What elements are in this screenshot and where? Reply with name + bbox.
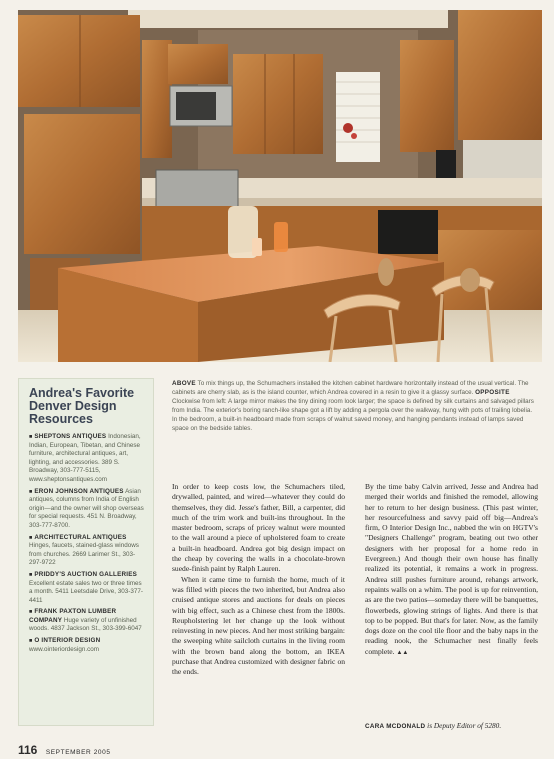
author-role: is Deputy Editor of 5280. xyxy=(427,721,502,730)
sidebar-entry-name: SHEPTONS ANTIQUES xyxy=(34,433,107,440)
author-name: CARA MCDONALD xyxy=(365,723,426,730)
bullet-icon: ■ xyxy=(29,571,33,578)
sidebar-entry xyxy=(29,488,145,531)
design-resources-sidebar xyxy=(18,378,154,726)
sidebar-entry-name: O INTERIOR DESIGN xyxy=(34,637,101,645)
sidebar-entry xyxy=(29,637,145,646)
kitchen-photo xyxy=(18,10,542,362)
sidebar-entry xyxy=(29,571,145,605)
article-paragraph: When it came time to furnish the home, much of it was filled with pieces the two inherited, but Andrea also cruised antique stores and auctions for deals on pieces with big effect, such as a Chinese chest from the 1800s. Reupholstering let her change up the look without reinvesting in new pieces. And her most striking bargain: the sweeping white sailcloth curtains in the living room with the brown band along the bottom, an IKEA purchase that Andrea customized with designer fabric on the ends. xyxy=(172,574,345,677)
sidebar-entry-text: Huge variety of unfinished woods. 4837 Jackson St., 303-399-6047 xyxy=(29,616,142,633)
bullet-icon: ■ xyxy=(29,434,33,440)
sidebar-entry-text: Indonesian, Indian, European, Tibetan, and Chinese furniture, architectural antiques, art, lighting, and accessories. 389 S. Broadway, 303-777-5115, www.sheptonsantiques.com xyxy=(29,433,141,483)
sidebar-entry-text: Hinges, faucets, stained-glass windows from churches. 2669 Larimer St., 303-297-9722 xyxy=(29,542,139,567)
issue-date: SEPTEMBER 2005 xyxy=(45,749,111,756)
article-paragraph-text: By the time baby Calvin arrived, Jesse and Andrea had merged their worlds and finished the remodel, allowing her to return to her design business. (This past winter, her resourcefulness and savvy paid off big—Andrea's firm, O Interior Design Inc., nabbed the win on HGTV's "Designers Challenge" program, beating out two other designers with her proposal for a home redo in Evergreen.) And though their own house has finally realized its potential, it remains a work in progress. Andrea still pushes furniture around, rehangs artwork, repaints walls on a whim. The pool is up for reinvention, as are the two patios—someday there will be banquettes, flowerbeds, glowing strings of lights. And there is that top to be popped. But that's for later. Now, as the family dogs doze on the cool tile floor and the baby naps in the reading nook, the Schumacher nest finally feels complete. xyxy=(365,482,538,656)
bullet-icon: ■ xyxy=(29,534,33,541)
sidebar-entry-text: Asian antiques, columns from India of English origin—and the owner will shop overseas for special requests. 451 N. Broadway, 303-777-8700. xyxy=(29,487,144,529)
caption-text-above: To mix things up, the Schumachers installed the kitchen cabinet hardware horizontally instead of the usual vertical. The cabinets are cherry slab, as is the island counter, which Andrea covered in a resin to give it a glassy surface. xyxy=(172,380,529,397)
sidebar-entry-name: ERON JOHNSON ANTIQUES xyxy=(34,487,124,495)
photo-caption xyxy=(172,379,538,434)
sidebar-entry xyxy=(29,433,145,485)
sidebar-entry xyxy=(29,534,145,568)
bullet-icon: ■ xyxy=(29,638,33,645)
sidebar-entry-name: ARCHITECTURAL ANTIQUES xyxy=(34,533,127,541)
page-number: 116 xyxy=(18,743,38,757)
article-paragraph xyxy=(365,482,538,658)
sidebar-title: Andrea's Favorite Denver Design Resources xyxy=(29,386,135,426)
bullet-icon: ■ xyxy=(29,609,33,616)
sidebar-entry-text: Excellent estate sales two or three times a month. 5411 Leetsdale Drive, 303-377-4411 xyxy=(29,579,143,604)
caption-opposite-label: OPPOSITE xyxy=(475,389,510,397)
bullet-icon: ■ xyxy=(29,488,33,495)
sidebar-entry xyxy=(29,608,145,634)
caption-lead: ABOVE xyxy=(172,380,196,387)
author-byline xyxy=(365,721,540,730)
page-folio xyxy=(18,741,111,759)
kitchen-illustration xyxy=(18,10,542,362)
sidebar-entry-name: FRANK PAXTON LUMBER COMPANY xyxy=(29,608,117,624)
article-column-right xyxy=(365,482,538,658)
sidebar-entry-name: PRIDDY'S AUCTION GALLERIES xyxy=(34,570,138,578)
end-mark-icon: ▲▲ xyxy=(396,649,409,656)
article-column-left xyxy=(172,482,345,678)
sidebar-website-link[interactable]: www.ointeriordesign.com xyxy=(29,645,99,653)
caption-text-opposite: Clockwise from left: A large mirror makes the tiny dining room look larger; the space is defined by silk curtains and salvaged pillars from India. The exterior's boring ranch-like shape got a lift by adding a pergola over the walkway, hung with pots of trailing lobelia. In the bedroom, a built-in headboard made from scraps of walnut saved money, and hanging pendants instead of lamps saved space on the bedside tables. xyxy=(172,398,534,433)
article-paragraph: In order to keep costs low, the Schumachers tiled, drywalled, painted, and wired—whatever they could do themselves, they did. Jesse's father, Bill, a carpenter, did much of the trim work and built-ins throughout. In the master bedroom, scraps of pricey walnut were mounted to the wall around a piece of upholstered foam to create a built-in headboard. Andrea got big design impact on the cheap by covering the walls in a chocolate-brown suede-finish paint by Ralph Lauren. xyxy=(172,482,345,574)
